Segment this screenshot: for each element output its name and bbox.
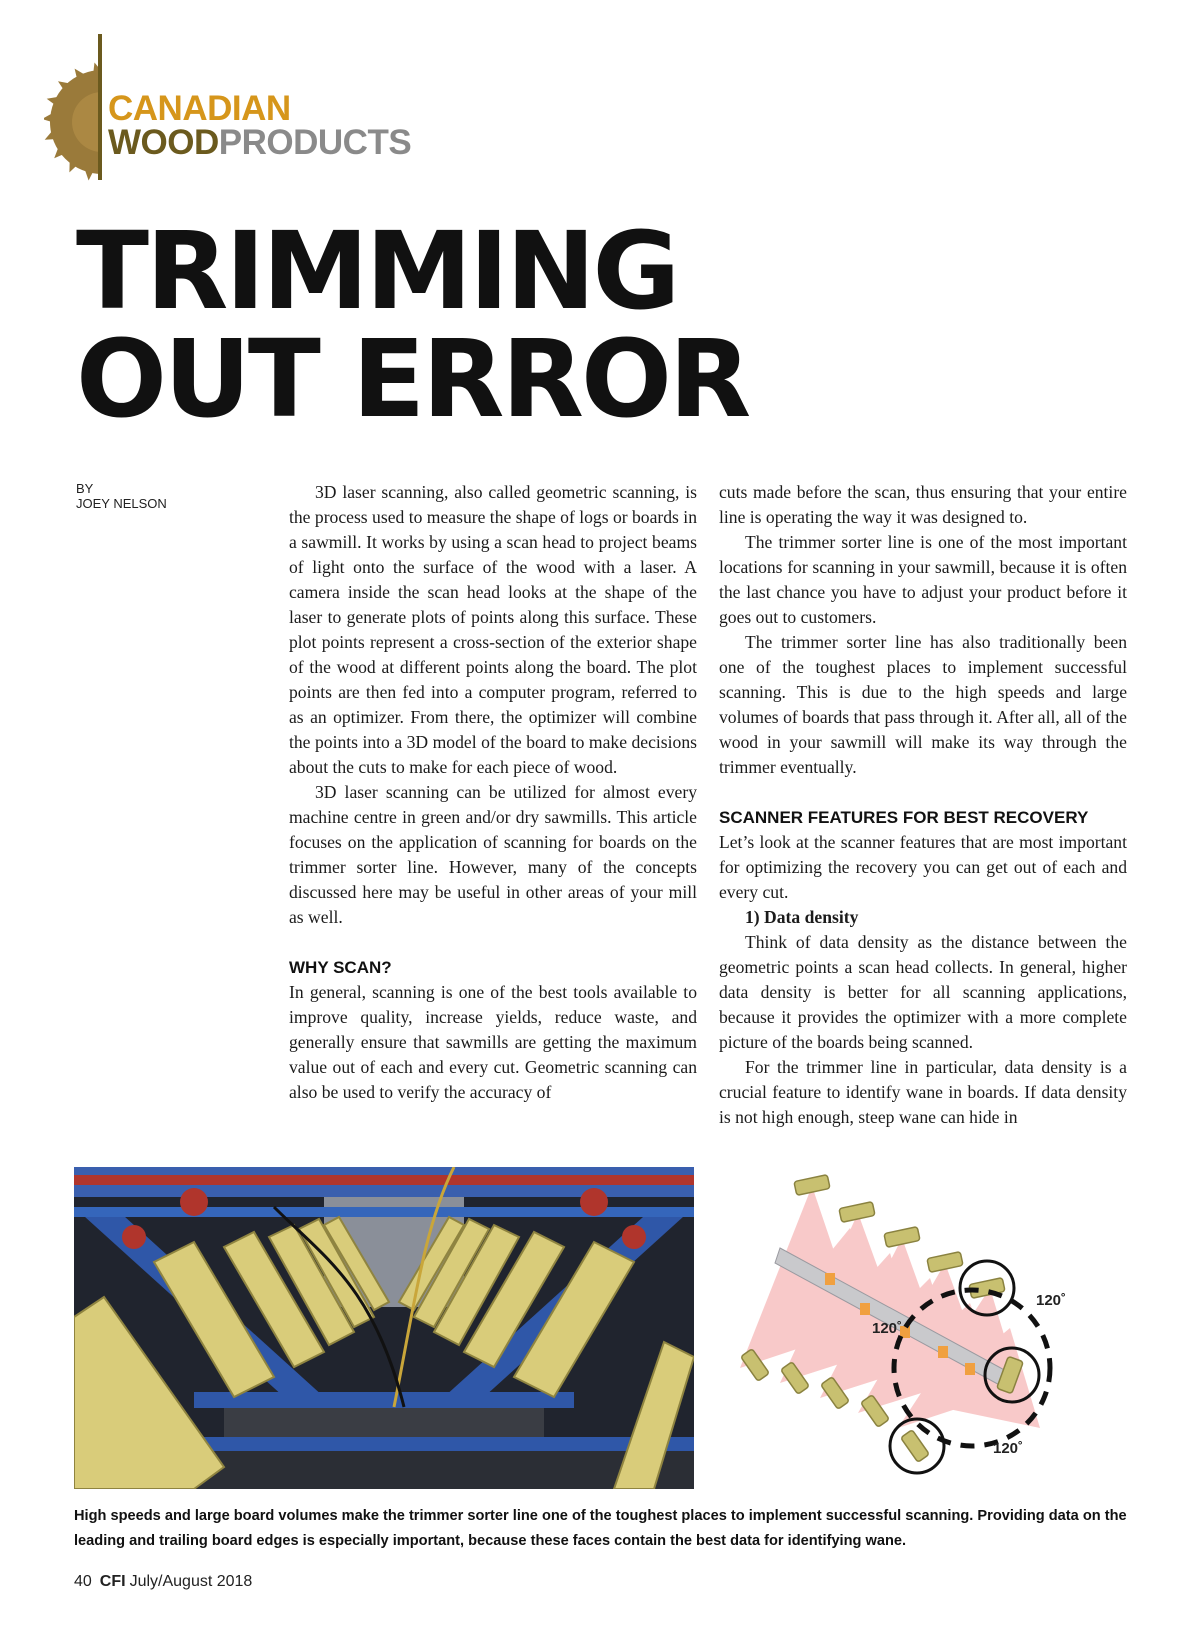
logo-woodproducts: WOODPRODUCTS bbox=[108, 123, 412, 162]
paragraph: Think of data density as the distance between the geometric points a scan head collects. In general, higher data density is better for all scanning applications, because it provides the optimizer with a more complete picture of the boards being scanned. bbox=[719, 932, 1127, 1052]
figure-caption: High speeds and large board volumes make the trimmer sorter line one of the toughest places to implement successful scanning. Providing data on the leading and trailing board edges is especially important, because these faces contain the best data for identifying wane. bbox=[74, 1508, 1127, 1549]
paragraph: Let’s look at the scanner features that are most important for optimizing the recovery you can get out of each and every cut. bbox=[719, 832, 1127, 902]
logo-wordmark bbox=[108, 89, 412, 162]
magazine-name: CFI bbox=[99, 1573, 126, 1590]
paragraph: For the trimmer line in particular, data density is a crucial feature to identify wane in boards. If data density is not high enough, steep wane can hide in bbox=[719, 1057, 1127, 1127]
byline-author: JOEY NELSON bbox=[76, 496, 167, 511]
paragraph: 3D laser scanning, also called geometric scanning, is the process used to measure the shape of logs or boards in a sawmill. It works by using a scan head to project beams of light onto the surface of the wood with a laser. A camera inside the scan head looks at the shape of the laser to generate plots of points along this surface. These plot points represent a cross-section of the exterior shape of the wood at different points along the board. The plot points are then fed into a computer program, referred to as an optimizer. From there, the optimizer will combine the points into a 3D model of the board to make decisions about the cuts to make for each piece of wood. bbox=[289, 482, 697, 777]
headline-line2: OUT ERROR bbox=[76, 318, 749, 442]
scanner-coverage-diagram bbox=[740, 1168, 1120, 1493]
paragraph: In general, scanning is one of the best tools available to improve quality, increase yields, reduce waste, and generally ensure that sawmills are getting the maximum value out of each and every cut. Geometric scanning can also be used to verify the accuracy of bbox=[289, 982, 697, 1102]
paragraph: 3D laser scanning can be utilized for almost every machine centre in green and/or dry sawmills. This article focuses on the application of scanning for boards on the trimmer sorter line. However, many of the concepts discussed here may be useful in other areas of your mill as well. bbox=[289, 782, 697, 927]
page-number: 40 bbox=[74, 1573, 92, 1590]
logo-canadian: CANADIAN bbox=[108, 89, 291, 128]
paragraph: cuts made before the scan, thus ensuring that your entire line is operating the way it was designed to. bbox=[719, 482, 1127, 527]
article-headline bbox=[76, 210, 1076, 442]
issue-date: July/August 2018 bbox=[129, 1573, 253, 1590]
subheading: 1) Data density bbox=[745, 907, 859, 927]
paragraph: The trimmer sorter line has also traditionally been one of the toughest places to implement successful scanning. This is due to the high speeds and large volumes of boards that pass through it. After all, all of the wood in your sawmill will make its way through the trimmer eventually. bbox=[719, 632, 1127, 777]
byline-by: BY bbox=[76, 481, 94, 496]
article-column-1 bbox=[289, 480, 697, 1105]
headline-line1: TRIMMING bbox=[76, 210, 678, 334]
page-footer bbox=[74, 1573, 252, 1591]
angle-label: 120˚ bbox=[872, 1320, 903, 1337]
section-heading: SCANNER FEATURES FOR BEST RECOVERY bbox=[719, 808, 1089, 827]
article-column-2 bbox=[719, 480, 1127, 1130]
paragraph: The trimmer sorter line is one of the most important locations for scanning in your sawmill, because it is often the last chance you have to adjust your product before it goes out to customers. bbox=[719, 532, 1127, 627]
trimmer-scanner-photo bbox=[74, 1167, 694, 1489]
byline bbox=[76, 481, 167, 511]
section-heading: WHY SCAN? bbox=[289, 958, 392, 977]
angle-label: 120˚ bbox=[1036, 1292, 1067, 1309]
angle-label: 120˚ bbox=[993, 1440, 1024, 1457]
